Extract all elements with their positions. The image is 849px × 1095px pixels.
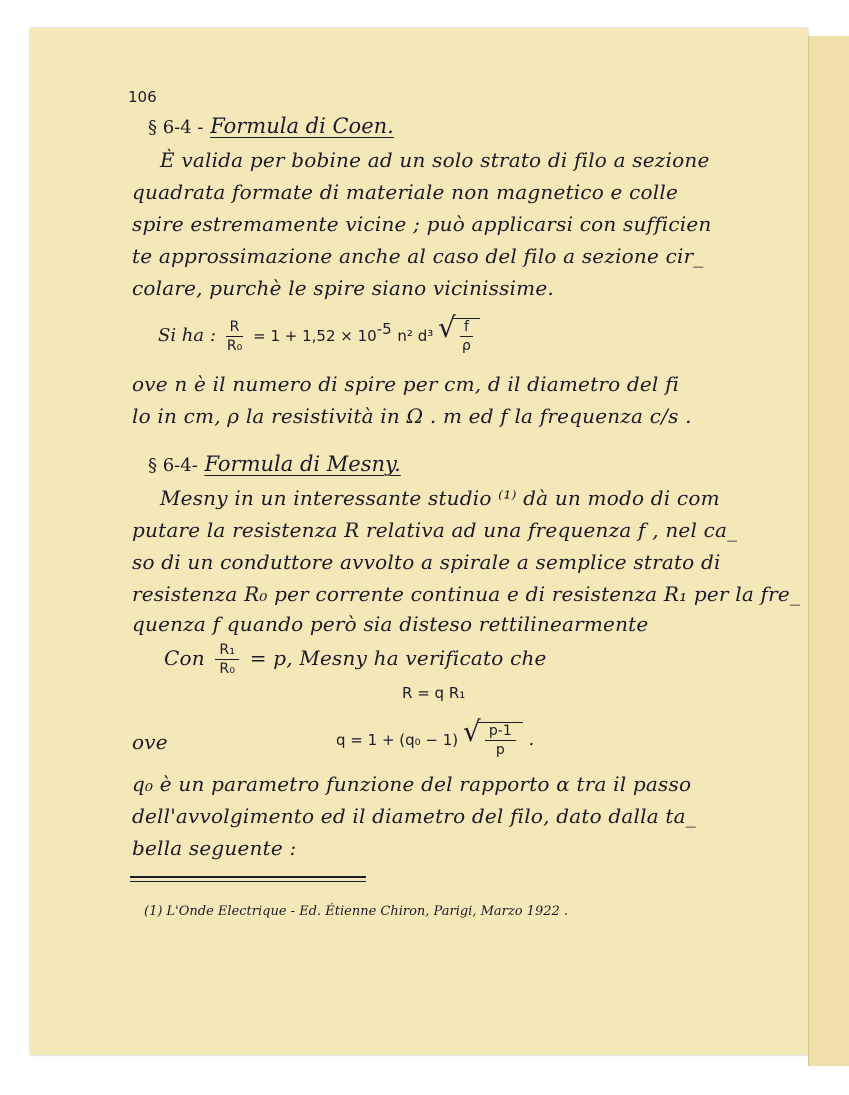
section-title: Formula di Coen. [210, 114, 394, 138]
paragraph-line: bella seguente : [132, 836, 297, 860]
formula-exponent: -5 [376, 320, 392, 338]
formula-mesny-ratio [164, 642, 547, 677]
formula-lead: Con [164, 646, 205, 670]
paragraph-line: È valida per bobine ad un solo strato di filo a sezione [160, 148, 710, 172]
formula-q [336, 722, 534, 758]
fraction [215, 642, 239, 677]
section-number: § 6-4 - [148, 117, 204, 138]
sqrt-fraction [485, 723, 516, 758]
fraction [226, 319, 244, 354]
section-number: § 6-4- [148, 455, 198, 476]
sqrt-denominator: p [495, 742, 505, 758]
paragraph-line: q₀ è un parametro funzione del rapporto α tra il passo [132, 772, 692, 796]
paragraph-line: spire estremamente vicine ; può applicarsi con sufficien [132, 212, 712, 236]
fraction-numerator: R₁ [215, 642, 239, 660]
paragraph-line: resistenza R₀ per corrente continua e di resistenza R₁ per la fre_ [132, 582, 801, 606]
square-root [478, 722, 523, 758]
paragraph-line: so di un conduttore avvolto a spirale a semplice strato di [132, 550, 721, 574]
formula-coen [158, 318, 480, 354]
section-heading-coen [148, 114, 394, 138]
formula-q-lead: ove [132, 730, 168, 754]
formula-q-expression: q = 1 + (q₀ − 1) [336, 731, 459, 749]
formula-rhs: = 1 + 1,52 × 10 [253, 327, 377, 345]
adjacent-page-edge [808, 36, 849, 1066]
formula-r-equals-qr1: R = q R₁ [402, 684, 466, 702]
paragraph-line: dell'avvolgimento ed il diametro del filo, dato dalla ta_ [132, 804, 696, 828]
paragraph-line: te approssimazione anche al caso del filo a sezione cir_ [132, 244, 704, 268]
paragraph-line: Mesny in un interessante studio ⁽¹⁾ dà un modo di com [160, 486, 720, 510]
footnote-rule-thin [130, 881, 366, 882]
paragraph-line: quenza f quando però sia disteso rettilinearmente [132, 612, 649, 636]
formula-rhs-terms: n² d³ [397, 327, 434, 345]
sqrt-fraction [460, 319, 473, 354]
formula-end: . [528, 729, 535, 750]
section-title: Formula di Mesny. [204, 452, 401, 476]
paragraph-line: quadrata formate di materiale non magnetico e colle [132, 180, 678, 204]
formula-tail: = p, Mesny ha verificato che [249, 646, 547, 670]
footnote: (1) L'Onde Electrique - Ed. Étienne Chiron, Parigi, Marzo 1922 . [144, 904, 569, 919]
sqrt-denominator: ρ [461, 338, 471, 354]
paragraph-line: putare la resistenza R relativa ad una frequenza f , nel ca_ [132, 518, 738, 542]
paragraph-line: ove n è il numero di spire per cm, d il diametro del fi [132, 372, 680, 396]
fraction-denominator: R₀ [219, 661, 236, 677]
fraction-numerator: R [226, 319, 244, 337]
sqrt-numerator: √ f [460, 319, 473, 337]
paragraph-line: colare, purchè le spire siano vicinissime. [132, 276, 554, 300]
page-number: 106 [128, 88, 157, 106]
fraction-denominator: R₀ [226, 337, 243, 354]
footnote-rule [130, 876, 366, 878]
formula-lead: Si ha : [158, 325, 216, 346]
section-heading-mesny [148, 452, 401, 476]
paragraph-line: lo in cm, ρ la resistività in Ω . m ed f la frequenza c/s . [132, 404, 692, 428]
square-root [453, 318, 480, 354]
sqrt-numerator: √ p-1 [485, 723, 516, 741]
